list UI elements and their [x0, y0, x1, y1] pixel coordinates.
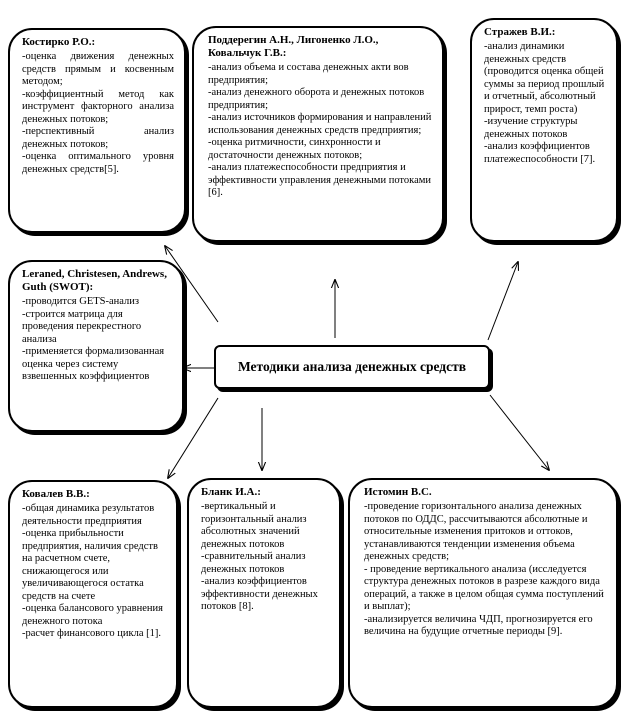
strazhev-item: -изучение структуры денежных потоков [484, 116, 578, 140]
istomin-title: Истомин В.С. [364, 486, 432, 498]
poddereghin-item: -оценка ритмичности, синхронности и достаточности денежных потоков; [208, 137, 381, 161]
kostirko-title: Костирко Р.О.: [22, 36, 96, 48]
kovalev-title: Ковалев В.В.: [22, 488, 90, 500]
kovalev-item: -оценка прибыльности предприятия, наличия средств на расчетном счете, снижающегося или увеличивающегося остатка средств на счете [22, 528, 158, 602]
leraned-box [8, 260, 184, 432]
strazhev-item: -анализ динамики денежных средств (проводится оценка общей суммы за период прошлый и отчетный, абсолютный прирост, темп роста) [484, 41, 605, 115]
leraned-title: Leraned, Christesen, Andrews, Guth (SWOT): [22, 268, 167, 293]
poddereghin-title: Поддерегин А.Н., Лигоненко Л.О., Ковальчук Г.В.: [208, 34, 379, 59]
blank-box [187, 478, 341, 708]
strazhev-title: Стражев В.И.: [484, 26, 556, 38]
leraned-item: -строится матрица для проведения перекрестного анализа [22, 308, 142, 345]
istomin-item: -проведение горизонтального анализа денежных потоков по ОДДС, рассчитываются абсолютные и относительные изменения притоков и оттоков, устанавливаются тенденции изменения объема денежных средств; [364, 501, 588, 562]
leraned-item: -проводится GETS-анализ [22, 296, 140, 307]
blank-title: Бланк И.А.: [201, 486, 261, 498]
poddereghin-item: -анализ источников формирования и направлений использования денежных средств предприятия; [208, 112, 432, 136]
leraned-item: -применяется формализованная оценка через систему взвешенных коэффициентов [22, 346, 165, 382]
istomin-box [348, 478, 618, 708]
poddereghin-box [192, 26, 444, 242]
kovalev-item: -расчет финансового цикла [1]. [22, 628, 162, 639]
poddereghin-item: -анализ платежеспособности предприятия и эффективности управления денежными потоками [6]. [208, 162, 431, 198]
istomin-item: - проведение вертикального анализа (исследуется структура денежных потоков в разрезе каждого вида операций, а также в целом общая сумма поступлений и выплат); [364, 563, 604, 612]
kostirko-item: -оценка оптимального уровня денежных средств[5]. [22, 151, 174, 175]
kovalev-item: -общая динамика результатов деятельности предприятия [22, 503, 155, 527]
center-title: Методики анализа денежных средств [237, 359, 467, 374]
kostirko-item: -перспективный анализ денежных потоков; [22, 126, 174, 150]
kostirko-item: -оценка движения денежных средств прямым и косвенным методом; [22, 51, 174, 87]
poddereghin-item: -анализ денежного оборота и денежных потоков предприятия; [208, 87, 425, 111]
blank-item: -анализ коэффициентов эффективности денежных потоков [8]. [201, 576, 318, 612]
center-title-box [214, 345, 490, 389]
kovalev-item: -оценка балансового уравнения денежного потока [22, 603, 163, 627]
arrow-to-istomin [490, 395, 549, 470]
kostirko-box [8, 28, 186, 233]
kovalev-box [8, 480, 178, 708]
poddereghin-item: -анализ объема и состава денежных акти вов предприятия; [208, 62, 409, 86]
kostirko-item: -коэффициентный метод как инструмент факторного анализа денежных потоков; [22, 88, 174, 125]
blank-item: -вертикальный и горизонтальный анализ абсолютных значений денежных потоков [201, 501, 307, 550]
strazhev-box [470, 18, 618, 242]
blank-item: -сравнительный анализ денежных потоков [201, 551, 306, 575]
strazhev-item: -анализ коэффициентов платежеспособности [7]. [484, 141, 596, 165]
arrow-to-strazhev [488, 262, 518, 340]
istomin-item: -анализируется величина ЧДП, прогнозируется его величина на будущие отчетные периоды [9]. [364, 613, 593, 637]
